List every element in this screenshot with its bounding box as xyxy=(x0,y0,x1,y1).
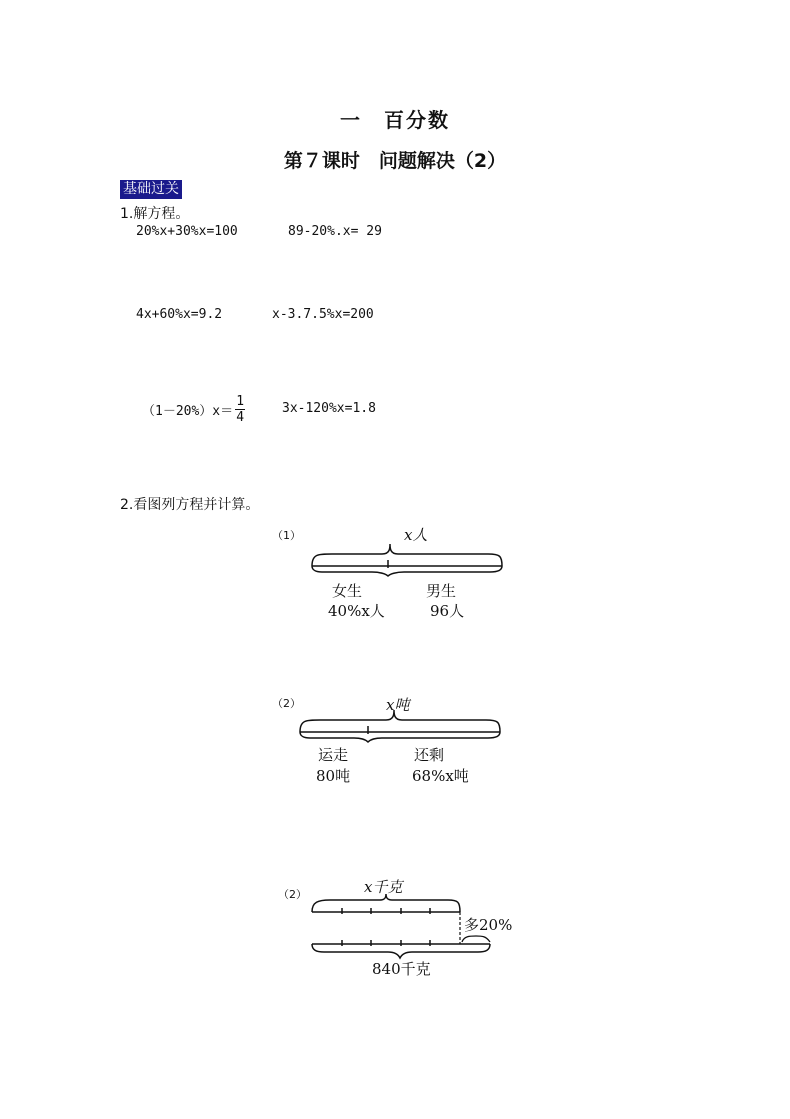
diagram-1-left-value: 40%x人 xyxy=(328,602,385,620)
diagram-2-number: （2） xyxy=(272,697,301,710)
diagram-2-right-name: 还剩 xyxy=(414,746,445,764)
diagram-2 xyxy=(262,690,522,800)
diagram-3-top-total: x千克 xyxy=(364,878,403,896)
diagram-1-right-value: 96人 xyxy=(430,602,465,620)
diagram-1-number: （1） xyxy=(272,529,301,542)
diagram-1-bottom-brace xyxy=(312,566,502,576)
diagram-1-svg xyxy=(262,520,522,630)
equation-3: 4x+60%x=9.2 xyxy=(136,307,223,322)
lesson-title: 第７课时 问题解决（2） xyxy=(283,150,507,172)
diagram-3-bottom-brace xyxy=(312,944,490,958)
question-1-prompt: 1.解方程。 xyxy=(120,206,190,222)
diagram-3-bottom-ticks xyxy=(342,940,430,946)
diagram-2-left-value: 80吨 xyxy=(316,767,351,785)
question-2-prompt: 2.看图列方程并计算。 xyxy=(120,497,260,513)
diagram-3-bottom-total: 840千克 xyxy=(372,960,431,978)
diagram-3-number: （2） xyxy=(278,888,307,901)
fraction-numerator: 1 xyxy=(236,394,245,409)
diagram-2-total: x吨 xyxy=(386,696,410,714)
equation-1: 20%x+30%x=100 xyxy=(136,224,238,239)
diagram-1-left-name: 女生 xyxy=(332,582,363,600)
unit-title: 一 百分数 xyxy=(340,108,450,132)
diagram-3-extra-brace xyxy=(462,936,490,942)
diagram-2-svg xyxy=(262,690,522,800)
equation-2: 89-20%.x= 29 xyxy=(288,224,382,239)
diagram-3 xyxy=(270,872,530,982)
diagram-2-left-name: 运走 xyxy=(318,746,349,764)
diagram-3-svg xyxy=(270,872,530,982)
diagram-3-top-brace xyxy=(312,894,460,912)
fraction-one-quarter xyxy=(235,394,245,425)
diagram-1-top-brace xyxy=(312,544,502,566)
diagram-1-total: x人 xyxy=(404,526,428,544)
equation-5 xyxy=(142,394,245,425)
diagram-1-right-name: 男生 xyxy=(426,582,457,600)
diagram-2-right-value: 68%x吨 xyxy=(412,767,469,785)
diagram-3-top-ticks xyxy=(342,908,430,914)
equation-6: 3x-120%x=1.8 xyxy=(282,401,376,416)
section-badge: 基础过关 xyxy=(120,180,182,199)
equation-4: x-3.7.5%x=200 xyxy=(272,307,374,322)
fraction-denominator: 4 xyxy=(236,410,245,425)
diagram-2-bottom-brace xyxy=(300,732,500,742)
diagram-3-extra: 多20% xyxy=(464,916,513,934)
diagram-1 xyxy=(262,520,522,630)
equation-5-text: （1－20%）x＝ xyxy=(142,404,234,419)
